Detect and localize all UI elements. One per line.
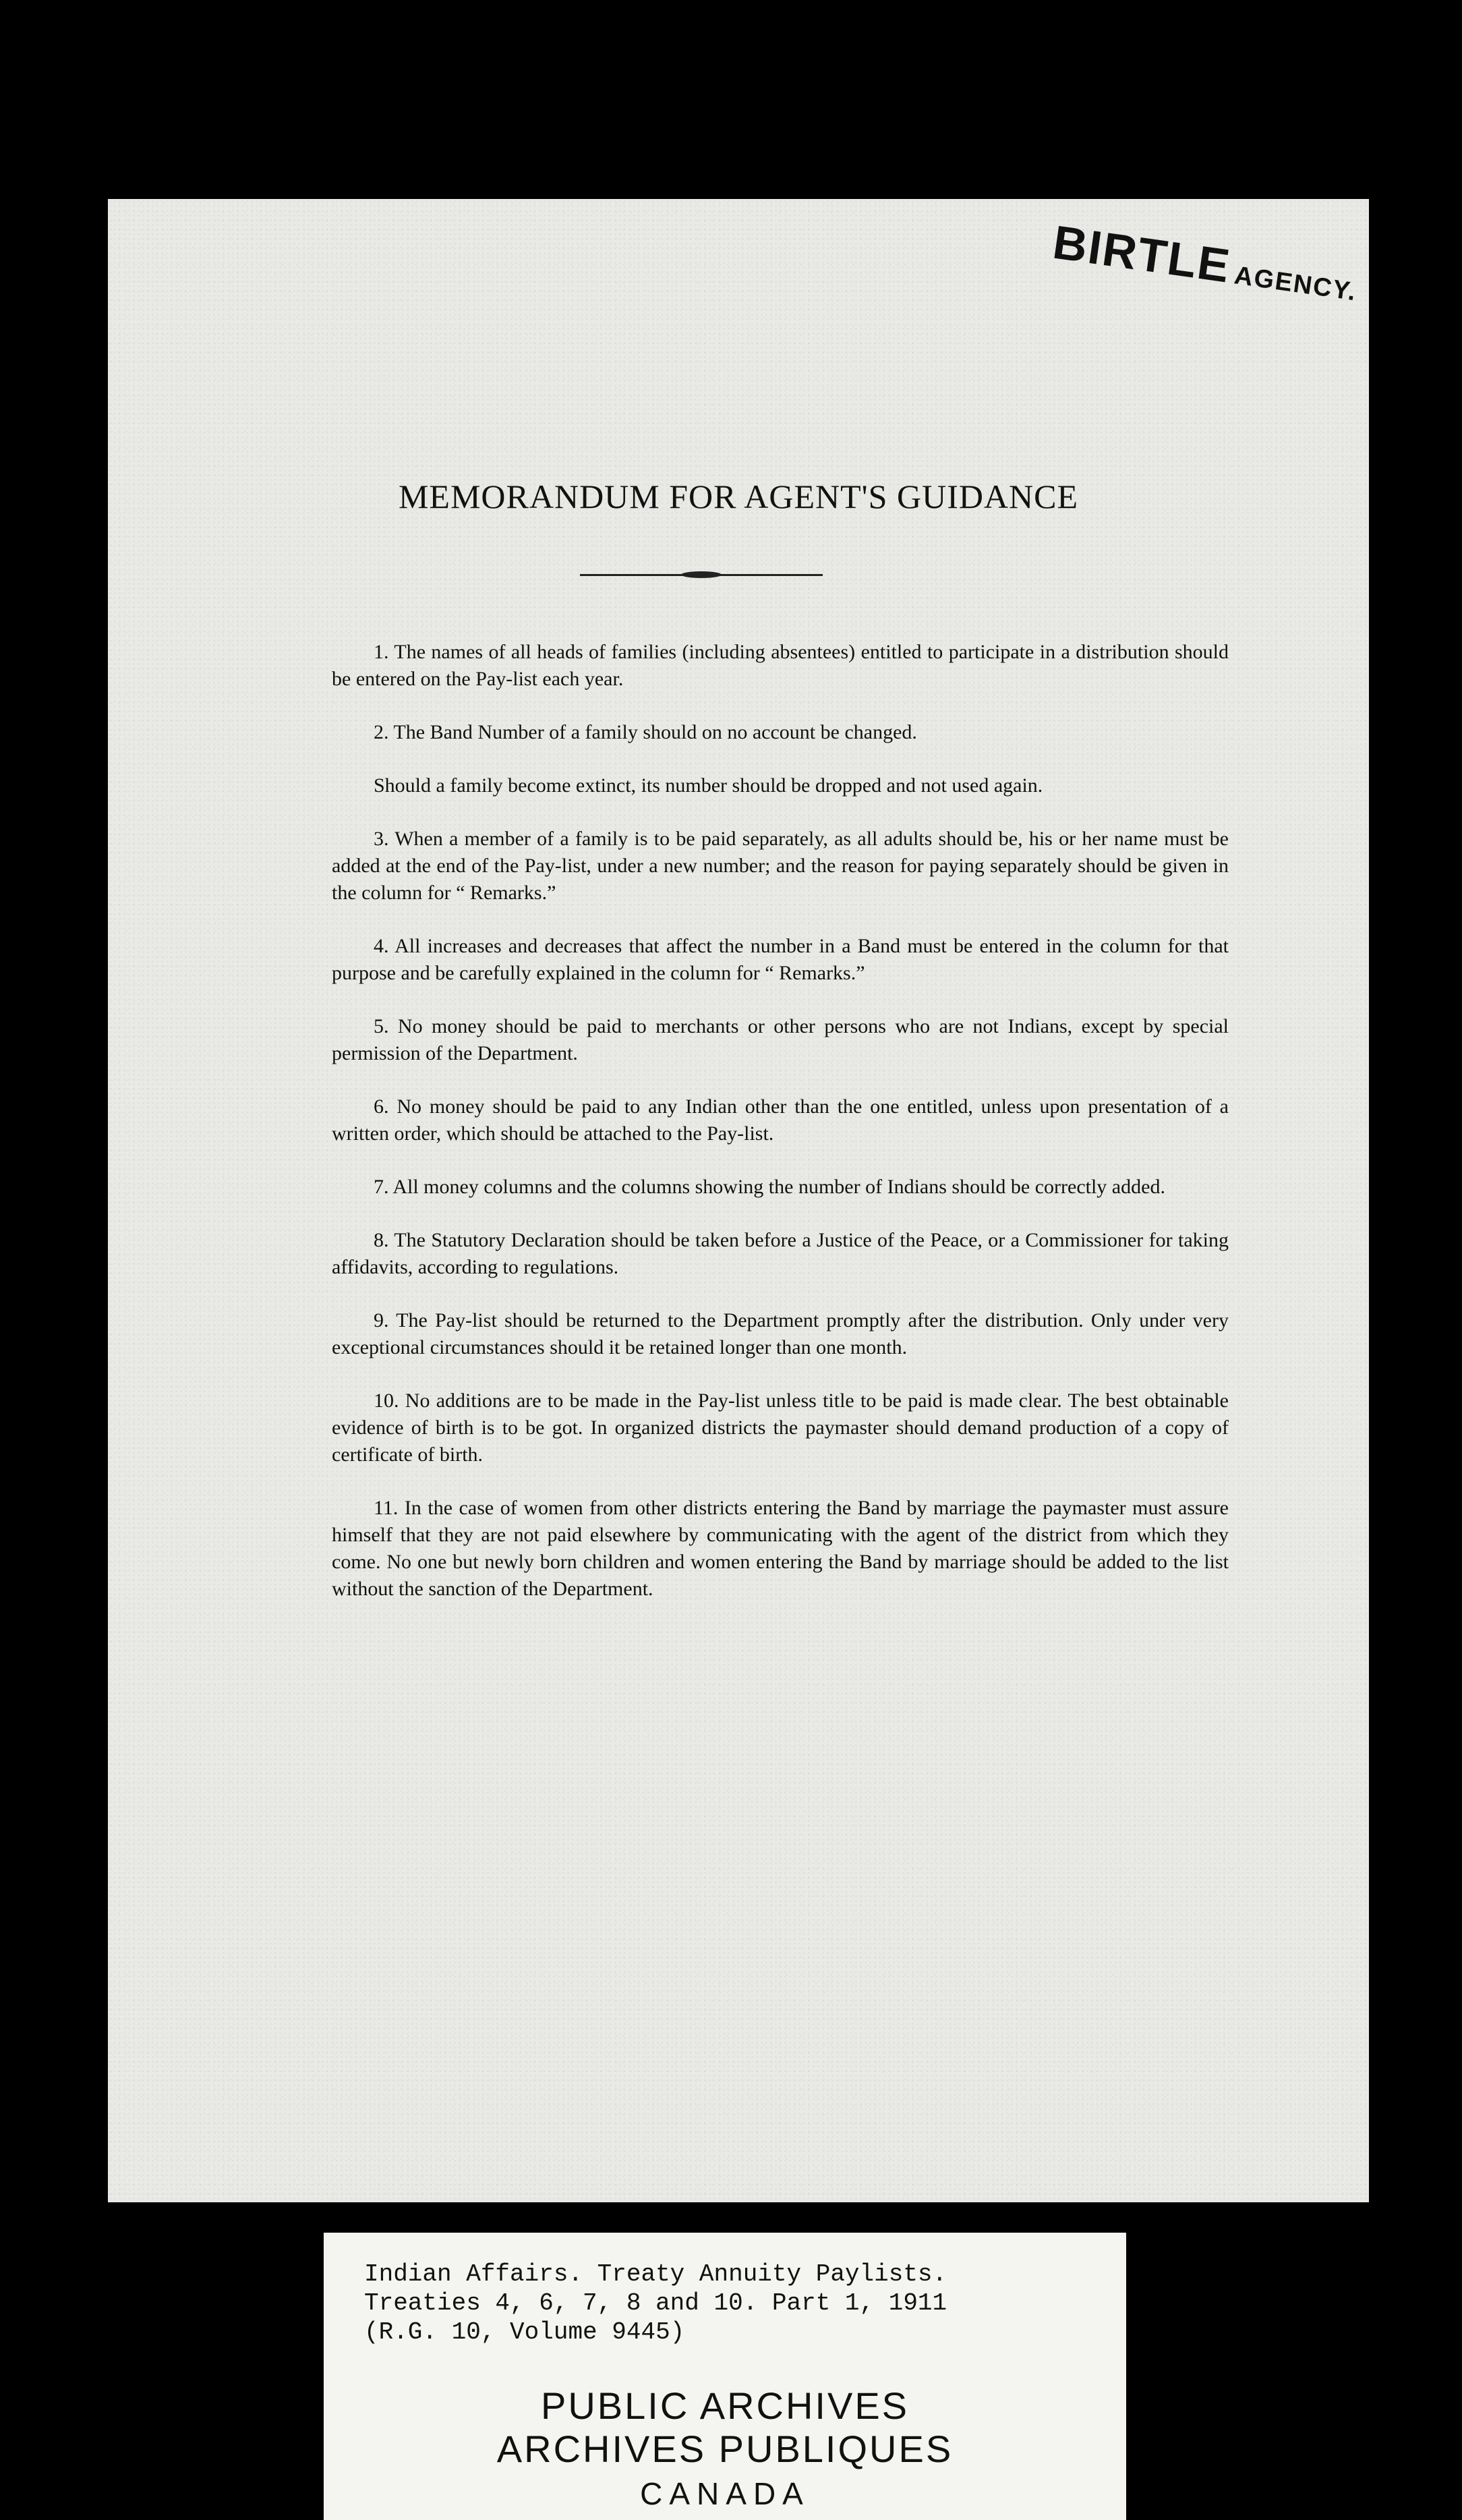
stamp-sub: AGENCY. xyxy=(1232,261,1359,307)
paragraph-10: 10. No additions are to be made in the Pay-list unless title to be paid is made clear. The best obtainable evidence of birth is to be got. In organized districts the paymaster should demand production of a copy of certificate of birth. xyxy=(332,1390,1229,1466)
paragraph-5: 5. No money should be paid to merchants or other persons who are not Indians, except by special permission of the Department. xyxy=(332,1015,1229,1064)
scanned-page xyxy=(108,199,1369,2202)
collection-tag xyxy=(364,2260,947,2347)
paragraph-11: 11. In the case of women from other districts entering the Band by marriage the paymaster must assure himself that they are not paid elsewhere by communicating with the agent of the district from which they come. No one but newly born children and women entering the Band by marriage should be added to the list without the sanction of the Department. xyxy=(332,1497,1229,1600)
tag-line-3: (R.G. 10, Volume 9445) xyxy=(364,2318,685,2346)
memo-body xyxy=(332,639,1229,1629)
divider-ornament xyxy=(681,571,722,578)
paragraph-8: 8. The Statutory Declaration should be taken before a Justice of the Peace, or a Commissioner for taking affidavits, according to regulations. xyxy=(332,1229,1229,1278)
paragraph-6: 6. No money should be paid to any Indian other than the one entitled, unless upon presentation of a written order, which should be attached to the Pay-list. xyxy=(332,1095,1229,1145)
archive-line-en: PUBLIC ARCHIVES xyxy=(540,2384,910,2427)
memo-title: MEMORANDUM FOR AGENT'S GUIDANCE xyxy=(398,478,1079,515)
paragraph-7: 7. All money columns and the columns showing the number of Indians should be correctly added. xyxy=(374,1176,1165,1198)
archive-label xyxy=(324,2233,1126,2520)
paragraph-3: 3. When a member of a family is to be paid separately, as all adults should be, his or her name must be added at the end of the Pay-list, under a new number; and the reason for paying separately should be given in the column for “ Remarks.” xyxy=(332,828,1229,904)
agency-stamp xyxy=(1050,215,1362,312)
tag-line-2: Treaties 4, 6, 7, 8 and 10. Part 1, 1911 xyxy=(364,2289,947,2317)
paragraph-2: 2. The Band Number of a family should on no account be changed. xyxy=(374,721,917,743)
archive-name xyxy=(324,2384,1126,2514)
archive-line-fr: ARCHIVES PUBLIQUES xyxy=(496,2428,954,2470)
paragraph-9: 9. The Pay-list should be returned to the Department promptly after the distribution. Only under very exceptional circumstances should it be retained longer than one month. xyxy=(332,1309,1229,1358)
paragraph-4: 4. All increases and decreases that affect the number in a Band must be entered in the column for that purpose and be carefully explained in the column for “ Remarks.” xyxy=(332,935,1229,984)
title-divider xyxy=(580,574,823,576)
paragraph-2b: Should a family become extinct, its number should be dropped and not used again. xyxy=(374,774,1043,797)
archive-country: CANADA xyxy=(640,2476,810,2511)
paragraph-1: 1. The names of all heads of families (including absentees) entitled to participate in a distribution should be entered on the Pay-list each year. xyxy=(332,641,1229,690)
stamp-main: BIRTLE xyxy=(1049,215,1234,293)
tag-line-1: Indian Affairs. Treaty Annuity Paylists. xyxy=(364,2260,947,2288)
